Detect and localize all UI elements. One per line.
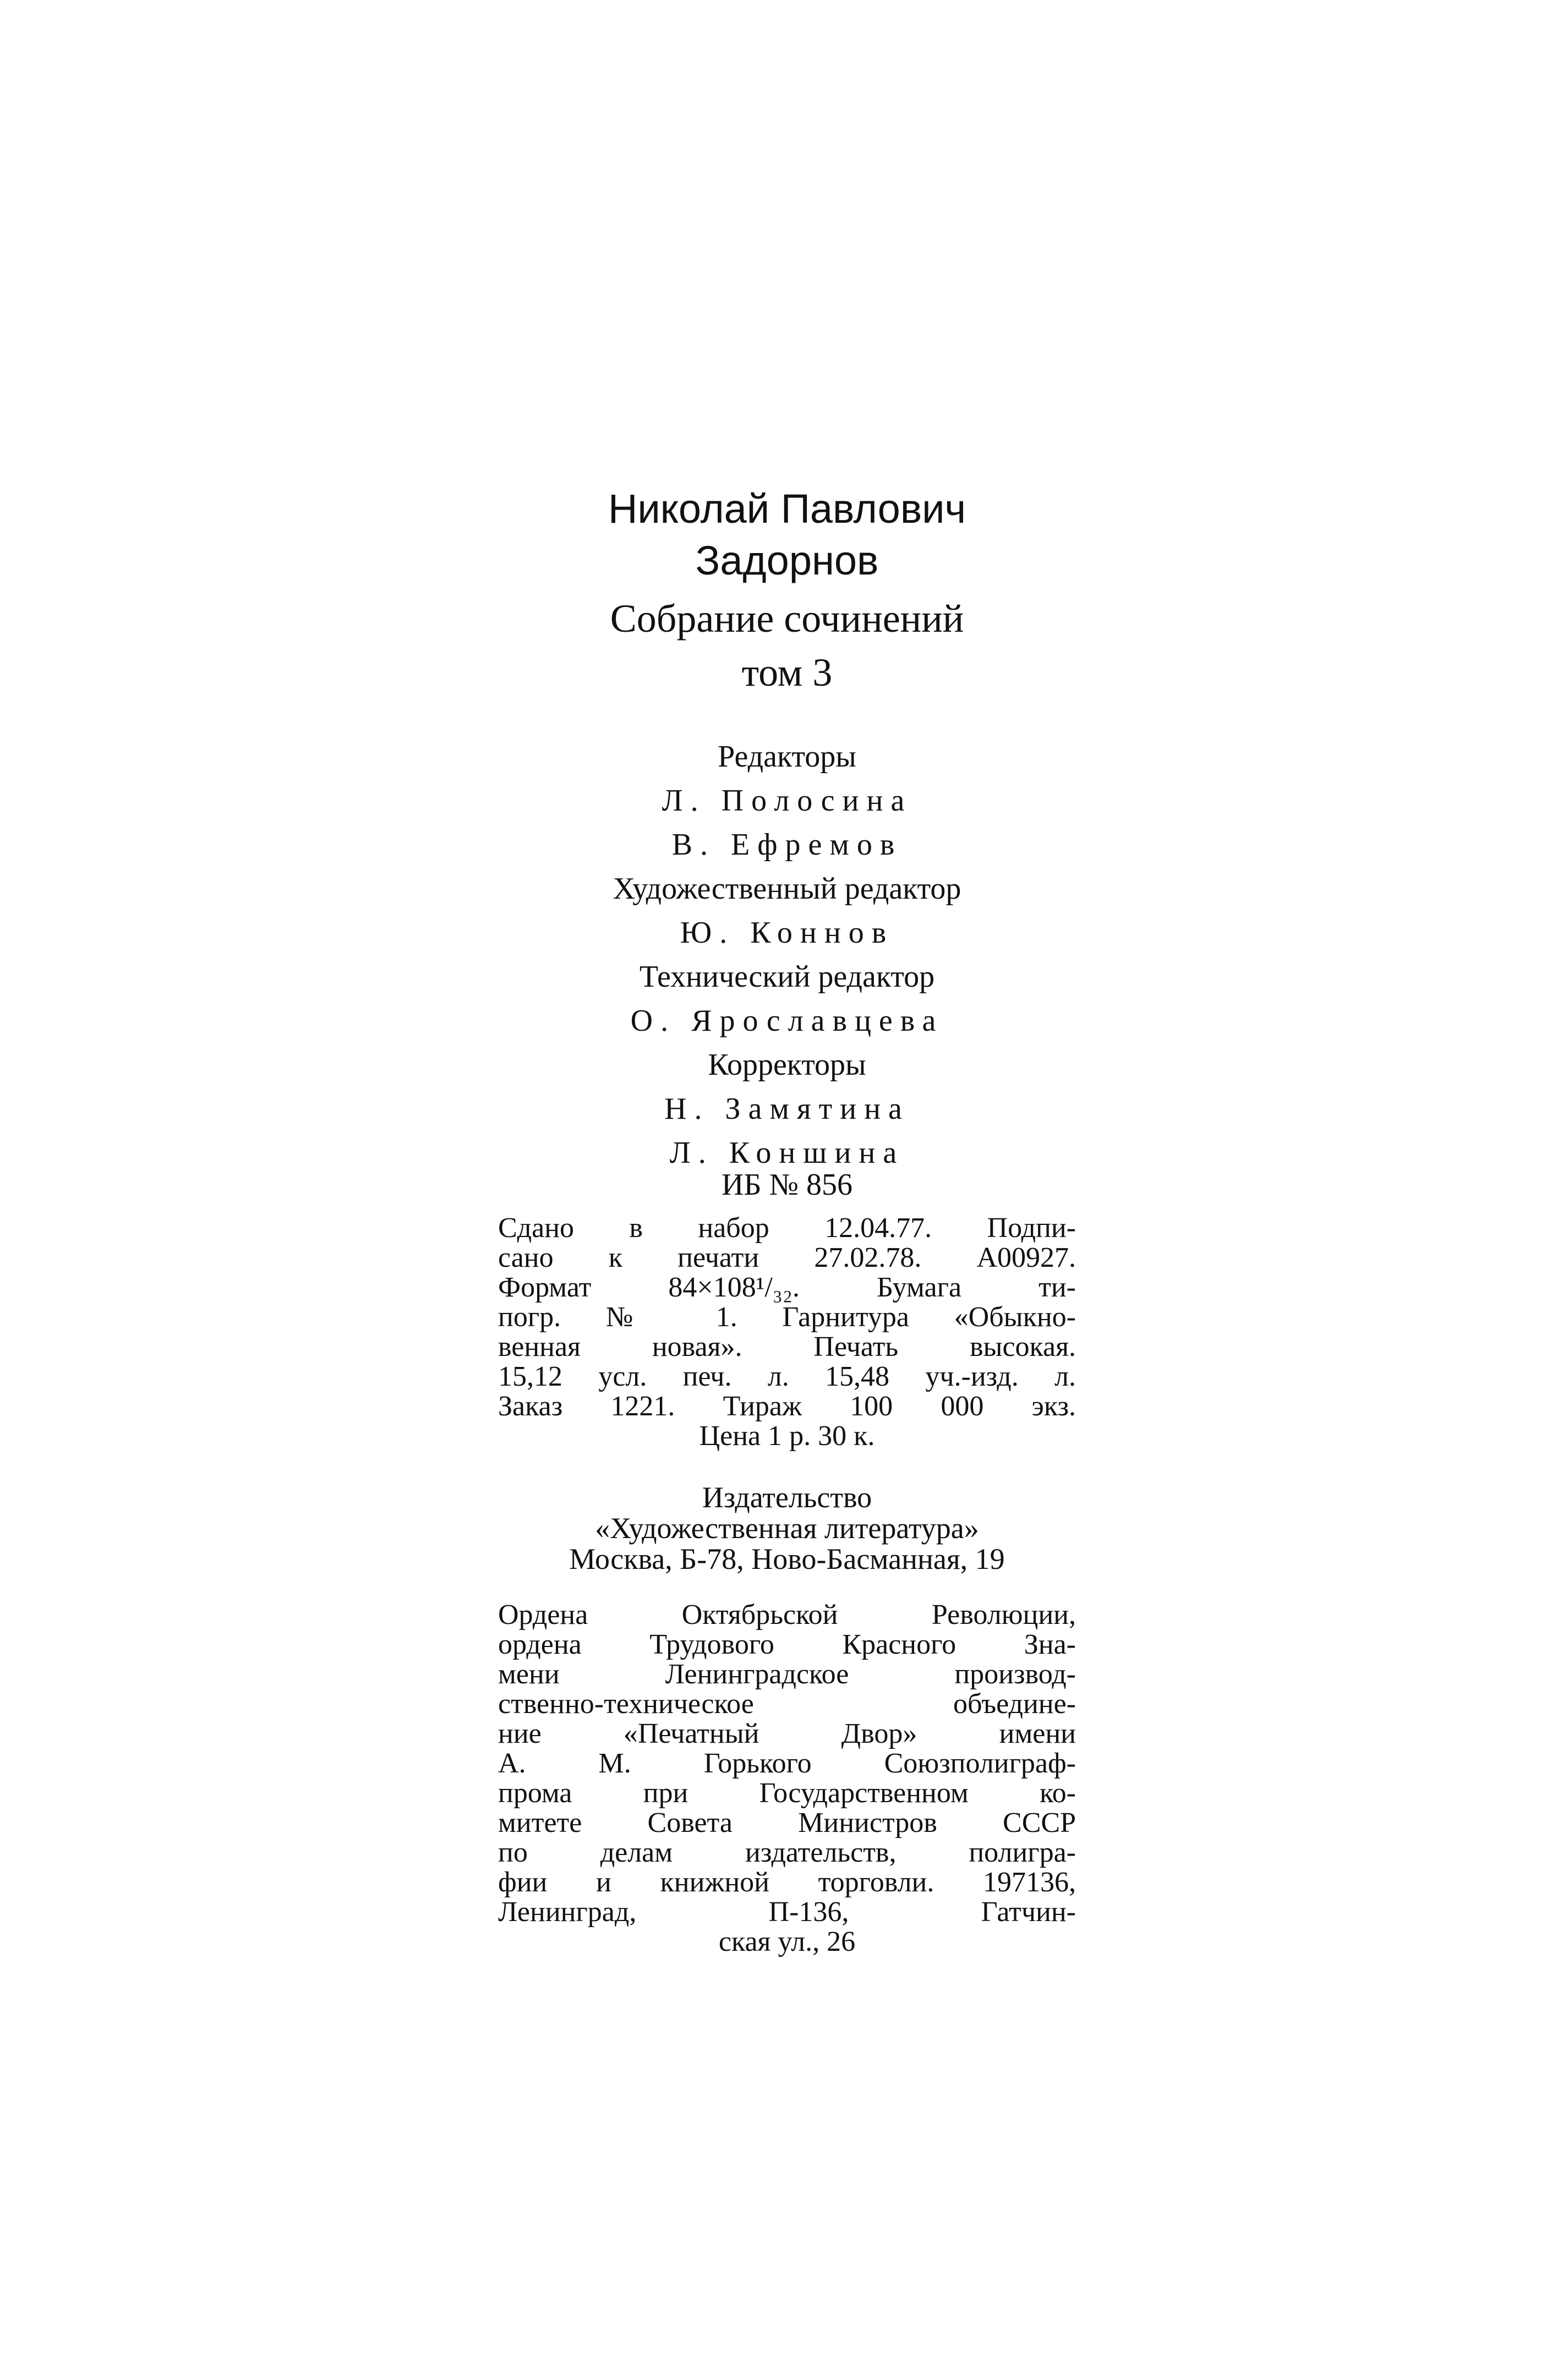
printer-line: митете Совета Министров СССР [498,1807,1076,1839]
printer-line: Ордена Октябрьской Революции, [498,1599,1076,1631]
staff-person: О. Ярославцева [630,1004,944,1038]
staff-person: Л. Коншина [669,1136,905,1170]
author-last-name: Задорнов [695,538,879,583]
printer-block [498,1600,1076,1957]
staff-role-technical-editor: Технический редактор [639,960,935,994]
imprint-line: Формат 84×108¹/₃₂. Бумага ти- [498,1272,1076,1303]
imprint-line: Сдано в набор 12.04.77. Подпи- [498,1212,1076,1244]
printer-line: по делам издательств, полигра- [498,1837,1076,1868]
staff-person: Н. Замятина [664,1092,910,1126]
work-title-block [495,592,1079,699]
publisher-name: «Художественная литература» [595,1512,979,1545]
printer-line: ние «Печатный Двор» имени [498,1718,1076,1749]
volume-number: том 3 [741,650,833,694]
printer-line: А. М. Горького Союзполиграф- [498,1748,1076,1779]
staff-person: В. Ефремов [671,828,903,862]
staff-person: Л. Полосина [662,784,912,818]
printer-line: ордена Трудового Красного Зна- [498,1629,1076,1660]
imprint-line: 15,12 усл. печ. л. 15,48 уч.-изд. л. [498,1361,1076,1392]
publisher-label: Издательство [702,1481,872,1514]
imprint-block [498,1213,1076,1451]
imprint-line: венная новая». Печать высокая. [498,1331,1076,1363]
staff-credits [495,735,1079,1175]
author-block [495,483,1079,587]
staff-role-editors: Редакторы [718,740,856,774]
author-first-name: Николай Павлович [608,486,966,532]
imprint-line: погр. № 1. Гарнитура «Обыкно- [498,1301,1076,1333]
imprint-line: сано к печати 27.02.78. А00927. [498,1242,1076,1273]
printer-line: ственно-техническое объедине- [498,1688,1076,1720]
printer-line: мени Ленинградское производ- [498,1659,1076,1690]
imprint-line: Заказ 1221. Тираж 100 000 экз. [498,1391,1076,1422]
imprint-line: Цена 1 р. 30 к. [699,1420,875,1452]
printer-line: фии и книжной торговли. 197136, [498,1867,1076,1898]
publisher-address: Москва, Б-78, Ново-Басманная, 19 [569,1542,1005,1575]
work-title: Собрание сочинений [610,597,964,641]
publisher-block [495,1482,1079,1574]
staff-role-art-editor: Художественный редактор [613,872,961,906]
staff-person: Ю. Коннов [680,916,894,950]
staff-role-proofreaders: Корректоры [708,1048,866,1082]
printer-line: ская ул., 26 [718,1926,856,1957]
ib-number: ИБ № 856 [721,1168,853,1202]
printer-line: Ленинград, П-136, Гатчин- [498,1896,1076,1928]
printer-line: прома при Государственном ко- [498,1777,1076,1809]
